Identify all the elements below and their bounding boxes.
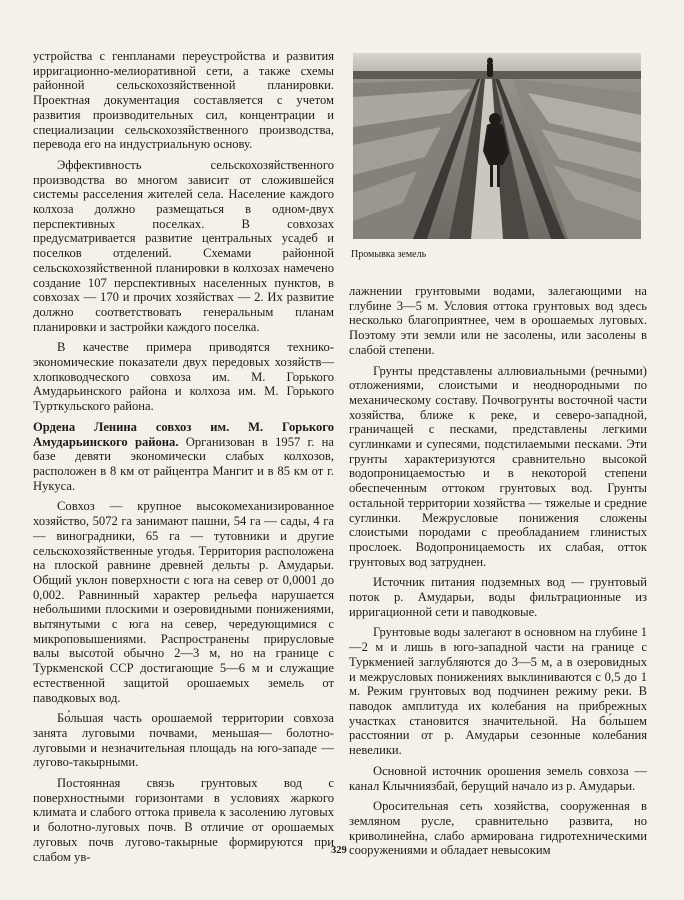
photo-soil-leaching [353,53,641,239]
paragraph: Эффективность сельскохозяйственного производства во многом зависит от сложившейся системы расселения жителей села. Население каждого колхоза должно размещаться в одном-двух перспективных поселках. В совхозах предусматривается развитие центральных усадеб и поселков отделений. Схемами районной сельскохозяйственной планировки в колхозах намечено создание 107 перспективных населенных пунктов, в совхозах — 170 и прочих хозяйствах — 2. Их развитие должно соответствовать генеральным планам планировки и застройки каждого поселка. [33,157,334,334]
right-column [349,284,647,864]
paragraph: Основной источник орошения земель совхоза — канал Клычниязбай, берущий начало из р. Амударьи. [349,763,647,793]
paragraph: Источник питания подземных вод — грунтовый поток р. Амударьи, воды фильтрационные из ирригационной сети и паводковые. [349,575,647,619]
left-column [33,49,334,870]
paragraph: Бо́льшая часть орошаемой территории совхоза занята луговыми почвами, меньшая— болотно-луговыми и незначительная площадь на юго-западе — лугово-такырными. [33,711,334,770]
paragraph: Совхоз — крупное высокомеханизированное хозяйство, 5072 га занимают пашни, 54 га — сады, 4 га — виноградники, 65 га — тутовники и другие сельскохозяйственные угодья. Территория расположена на плоской равнине древней дельты р. Амударьи. Общий уклон поверхности с юга на север от 0,0001 до 0,002. Равнинный характер рельефа нарушается небольшими плоскими и озеровидными понижениями, вытянутыми с юга на север, чередующимися с микроповышениями. Распространены прирусловые валы высотой обычно 2—3 м, но на границе с Туркменской ССР достигающие 5—6 м и служащие естественной защитой орошаемых земель от паводковых вод. [33,499,334,705]
section-text: Организован в 1957 г. на базе девяти экономически слабых колхозов, расположен в 8 км от райцентра Мангит и в 85 км от г. Нукуса. [33,434,334,493]
paragraph: устройства с генпланами переустройства и развития ирригационно-мелиоративной сети, а также схемы районной сельскохозяйственной планировки. Проектная документация составляется с учетом развития производительных сил, концентрации и специализации сельскохозяйственного производства, перевода его на индустриальную основу. [33,49,334,152]
paragraph: Оросительная сеть хозяйства, сооруженная в земляном русле, сравнительно развита, но криволинейна, слабо армирована гидротехническими сооружениями и обладает невысоким [349,799,647,858]
paragraph: Грунты представлены аллювиальными (речными) отложениями, слоистыми и неоднородными по механическому составу. Почвогрунты восточной части хозяйства, ближе к реке, и северо-западной, граничащей с песками, представлены легкими суглинками и супесями, подстилаемыми песками. Эти грунты характеризуются сравнительно высокой водопроницаемостью и в некоторой степени обеспеченным оттоком грунтовых вод. Грунты остальной территории хозяйства — тяжелые и средние суглинки. Межрусловые понижения сложены слоистыми породами с преобладанием глинистых прослоек. Водопроницаемость их слабая, отток грунтовых вод затруднен. [349,363,647,569]
photo-illustration [353,53,641,239]
section-paragraph [33,420,334,494]
paragraph: Грунтовые воды залегают в основном на глубине 1—2 м и лишь в юго-западной части на границе с Туркменией заглубляются до 3—5 м, а в озеровидных и межрусловых понижениях выклиниваются с 0,5 до 1 м. Режим грунтовых вод подчинен режиму реки. В паводок амплитуда их колебания на прибрежных участках становится значительной. На бо́льшем расстоянии от р. Амударьи сезонные колебания невелики. [349,625,647,758]
page-number: 329 [331,845,347,856]
section-heading: Ордена Ленина совхоз им. М. Горького Амударьинского района. [33,419,334,449]
paragraph: Постоянная связь грунтовых вод с поверхностными горизонтами в условиях жаркого климата и слабого оттока привела к засолению луговых и болотно-луговых почв. В отличие от орошаемых луговых почв лугово-такырные формируются при слабом ув- [33,776,334,864]
photo-caption: Промывка земель [351,249,427,260]
paragraph: В качестве примера приводятся технико-экономические показатели двух передовых хозяйств—хлопководческого совхоза им. М. Горького Амударьинского района и колхоза им. М. Горького Турткульского района. [33,340,334,414]
paragraph: лажнении грунтовыми водами, залегающими на глубине 3—5 м. Условия оттока грунтовых вод здесь несколько благоприятнее, чем в орошаемых луговых. Поэтому эти земли или не засолены, или засолены в слабой степени. [349,284,647,357]
